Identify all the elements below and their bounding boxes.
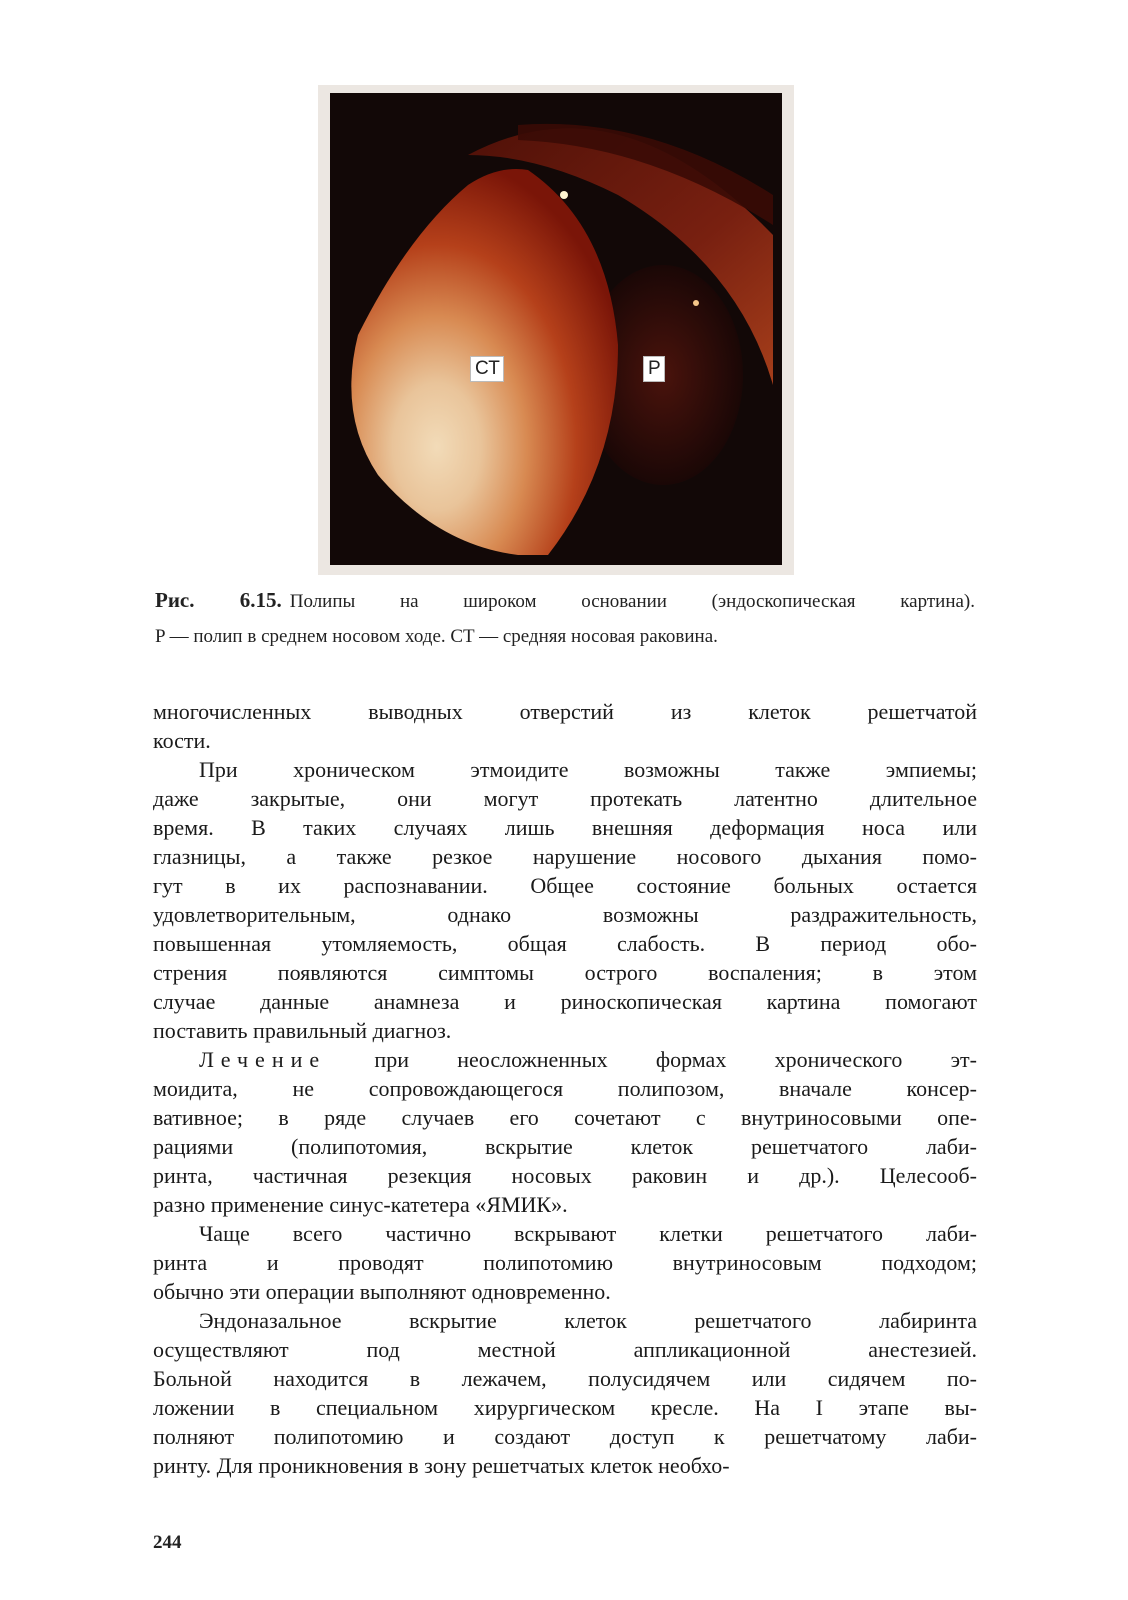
figure-caption xyxy=(155,583,975,654)
text-line: глазницы, а также резкое нарушение носового дыхания помо- xyxy=(153,844,977,869)
text-line: Больной находится в лежачем, полусидячем или сидячем по- xyxy=(153,1366,977,1391)
text-line xyxy=(153,1045,977,1074)
page-number: 244 xyxy=(153,1532,182,1553)
text-line: повышенная утомляемость, общая слабость. В период обо- xyxy=(153,931,977,956)
body-text xyxy=(153,697,977,1480)
text-line: ринта, частичная резекция носовых раковин и др.). Целесооб- xyxy=(153,1163,977,1188)
text-line: осуществляют под местной аппликационной анестезией. xyxy=(153,1337,977,1362)
text-line: удовлетворительным, однако возможны раздражительность, xyxy=(153,902,977,927)
caption-line-2: P — полип в среднем носовом ходе. CT — средняя носовая раковина. xyxy=(155,626,718,647)
text-line: стрения появляются симптомы острого воспаления; в этом xyxy=(153,960,977,985)
text-line: полняют полипотомию и создают доступ к решетчатому лаби- xyxy=(153,1424,977,1449)
text-line: При хроническом этмоидите возможны также эмпиемы; xyxy=(199,757,977,782)
endoscopic-photo xyxy=(318,85,794,575)
endoscopic-image xyxy=(318,85,794,575)
treatment-heading: Лечение xyxy=(199,1047,327,1072)
text-line: случае данные анамнеза и риноскопическая картина помогают xyxy=(153,989,977,1014)
text-line: ринта и проводят полипотомию внутриносовым подходом; xyxy=(153,1250,977,1275)
text-line: многочисленных выводных отверстий из клеток решетчатой xyxy=(153,699,977,724)
label-p: P xyxy=(643,356,665,382)
text-line: разно применение синус-катетера «ЯМИК». xyxy=(153,1192,568,1217)
text-line: Чаще всего частично вскрывают клетки решетчатого лаби- xyxy=(199,1221,977,1246)
caption-line-1 xyxy=(155,583,975,619)
text-line: обычно эти операции выполняют одновременно. xyxy=(153,1279,611,1304)
text-line: вативное; в ряде случаев его сочетают с внутриносовыми опе- xyxy=(153,1105,977,1130)
text-line: кости. xyxy=(153,728,211,753)
text-line: гут в их распознавании. Общее состояние больных остается xyxy=(153,873,977,898)
light-reflex xyxy=(560,191,568,199)
text-line: даже закрытые, они могут протекать латентно длительное xyxy=(153,786,977,811)
figure-number: Рис. 6.15. xyxy=(155,588,282,612)
treatment-text: при неосложненных формах хронического эт- xyxy=(374,1047,977,1072)
text-line: ринту. Для проникновения в зону решетчатых клеток необхо- xyxy=(153,1453,730,1478)
text-line: ложении в специальном хирургическом кресле. На I этапе вы- xyxy=(153,1395,977,1420)
text-line: поставить правильный диагноз. xyxy=(153,1018,452,1043)
text-line: время. В таких случаях лишь внешняя деформация носа или xyxy=(153,815,977,840)
text-line: моидита, не сопровождающегося полипозом, вначале консер- xyxy=(153,1076,977,1101)
text-line: рациями (полипотомия, вскрытие клеток решетчатого лаби- xyxy=(153,1134,977,1159)
text-line: Эндоназальное вскрытие клеток решетчатого лабиринта xyxy=(199,1308,977,1333)
light-reflex xyxy=(693,300,699,306)
label-ct: CT xyxy=(470,356,504,382)
caption-text: Полипы на широком основании (эндоскопическая картина). xyxy=(289,591,975,612)
